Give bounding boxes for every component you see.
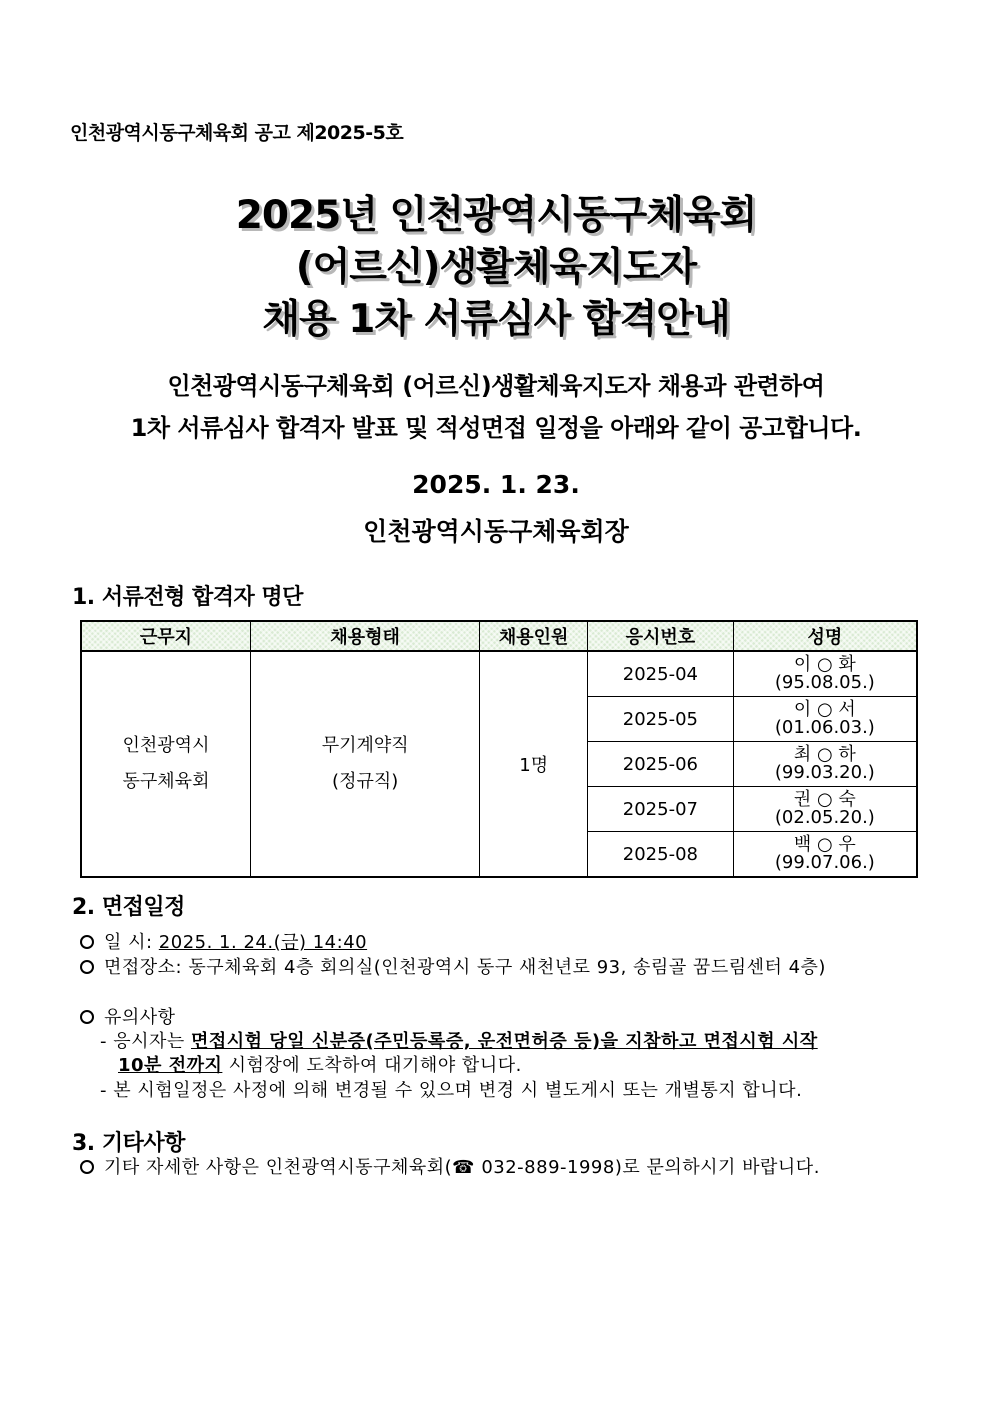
interview-datetime (80, 928, 367, 954)
applicant-name: 이 ○ 화 (793, 654, 856, 675)
note-1-line-2 (118, 1051, 522, 1077)
applicant-number: 2025-06 (588, 742, 734, 787)
datetime-label: 일 시: (104, 932, 153, 953)
applicant-number: 2025-08 (588, 832, 734, 878)
note-2: - 본 시험일정은 사정에 의해 변경될 수 있으며 변경 시 별도게시 또는 개별통지 합니다. (100, 1080, 803, 1101)
place-value: 동구체육회 4층 회의실(인천광역시 동구 새천년로 93, 송림골 꿈드림센터 4층) (188, 957, 826, 978)
employment-type-cell (251, 651, 480, 877)
header-name: 성명 (733, 621, 917, 651)
notes-label: 유의사항 (104, 1007, 176, 1028)
applicant-name: 최 ○ 하 (793, 744, 856, 765)
applicant-name: 이 ○ 서 (793, 699, 856, 720)
applicant-birth: (02.05.20.) (774, 807, 875, 828)
announcement-date: 2025. 1. 23. (412, 470, 580, 499)
applicant-name-cell (733, 787, 917, 832)
interview-place (80, 953, 826, 979)
note-1-emphasis-a: 면접시험 당일 신분증(주민등록증, 운전면허증 등)을 지참하고 면접시험 시작 (191, 1031, 818, 1052)
intro-line-1: 인천광역시동구체육회 (어르신)생활체육지도자 채용과 관련하여 (167, 372, 825, 400)
circle-bullet-icon (80, 1010, 94, 1024)
applicant-birth: (01.06.03.) (774, 717, 875, 738)
applicant-number: 2025-05 (588, 697, 734, 742)
applicant-birth: (99.07.06.) (774, 852, 875, 873)
header-workplace: 근무지 (81, 621, 251, 651)
applicant-name-cell (733, 697, 917, 742)
title-line-3: 채용 1차 서류심사 합격안내 (262, 297, 730, 342)
applicant-number: 2025-04 (588, 651, 734, 697)
workplace-line-1: 인천광역시 (122, 735, 210, 756)
section-3-heading: 3. 기타사항 (72, 1131, 185, 1156)
title-line-2: (어르신)생활체육지도자 (295, 245, 697, 290)
header-headcount: 채용인원 (480, 621, 588, 651)
applicant-birth: (99.03.20.) (774, 762, 875, 783)
workplace-cell (81, 651, 251, 877)
applicant-birth: (95.08.05.) (774, 672, 875, 693)
employment-line-2: (정규직) (332, 771, 399, 792)
employment-line-1: 무기계약직 (321, 735, 409, 756)
datetime-value: 2025. 1. 24.(금) 14:40 (158, 932, 368, 953)
contact-text-before: 기타 자세한 사항은 인천광역시동구체육회( (104, 1157, 453, 1178)
circle-bullet-icon (80, 935, 94, 949)
note-1-prefix: - 응시자는 (100, 1031, 185, 1052)
phone-icon: ☎ (452, 1157, 476, 1178)
note-1-emphasis-b: 10분 전까지 (118, 1055, 223, 1076)
title-line-1: 2025년 인천광역시동구체육회 (235, 193, 757, 238)
contact-phone: 032-889-1998 (481, 1157, 615, 1178)
notes-heading (80, 1003, 176, 1029)
applicant-name-cell (733, 651, 917, 697)
applicant-name: 권 ○ 숙 (793, 789, 856, 810)
header-employment-type: 채용형태 (251, 621, 480, 651)
workplace-line-2: 동구체육회 (122, 771, 210, 792)
applicant-number: 2025-07 (588, 787, 734, 832)
table-row (81, 651, 917, 697)
applicant-name-cell (733, 742, 917, 787)
applicant-name: 백 ○ 우 (793, 834, 856, 855)
contact-line (80, 1153, 820, 1179)
note-1-suffix: 시험장에 도착하여 대기해야 합니다. (228, 1055, 522, 1076)
headcount-cell: 1명 (480, 651, 588, 877)
section-2-heading: 2. 면접일정 (72, 895, 185, 920)
contact-text-after: )로 문의하시기 바랍니다. (614, 1157, 820, 1178)
intro-line-2: 1차 서류심사 합격자 발표 및 적성면접 일정을 아래와 같이 공고합니다. (130, 414, 862, 442)
header-applicant-number: 응시번호 (588, 621, 734, 651)
note-1-line-1 (100, 1027, 818, 1053)
circle-bullet-icon (80, 1160, 94, 1174)
place-label: 면접장소: (104, 957, 183, 978)
applicant-name-cell (733, 832, 917, 878)
notice-number: 인천광역시동구체육회 공고 제2025-5호 (70, 122, 404, 144)
applicants-table (80, 620, 918, 878)
section-1-heading: 1. 서류전형 합격자 명단 (72, 585, 303, 610)
organization-name: 인천광역시동구체육회장 (363, 517, 629, 546)
circle-bullet-icon (80, 960, 94, 974)
table-header-row (81, 621, 917, 651)
